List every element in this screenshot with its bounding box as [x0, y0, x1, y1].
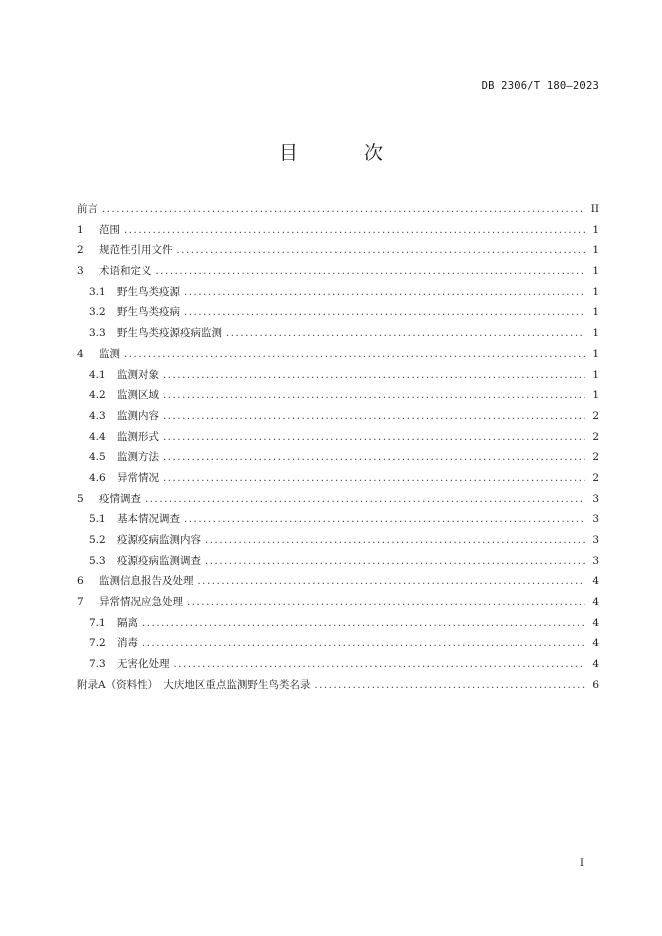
toc-entry-title: 监测区域: [117, 389, 159, 402]
toc-entry-page: 4: [592, 575, 599, 588]
toc-entry-title: 监测方法: [117, 451, 159, 464]
toc-entry-page: 2: [592, 409, 599, 422]
toc-entry-number: 4.5: [89, 451, 106, 464]
toc-leader-dots: [198, 573, 586, 591]
toc-entry-number: 3.2: [89, 306, 106, 319]
toc-entry[interactable]: [77, 615, 599, 633]
toc-entry-page: 2: [592, 430, 599, 443]
toc-entry[interactable]: [77, 594, 599, 612]
toc-entry-number: 7.2: [89, 637, 106, 650]
toc-entry[interactable]: [77, 284, 599, 302]
toc-entry-page: 4: [592, 658, 599, 671]
toc-entry-number: 5.1: [89, 513, 106, 526]
toc-leader-dots: [226, 325, 585, 343]
toc-leader-dots: [205, 553, 585, 571]
toc-entry-number: 1: [77, 223, 84, 236]
toc-leader-dots: [314, 677, 585, 695]
toc-entry[interactable]: [77, 532, 599, 550]
toc-entry[interactable]: [77, 429, 599, 447]
toc-entry[interactable]: [77, 449, 599, 467]
toc-entry[interactable]: [77, 553, 599, 571]
toc-entry[interactable]: [77, 367, 599, 385]
toc-leader-dots: [142, 635, 585, 653]
toc-entry-number: 3.3: [89, 327, 106, 340]
toc-entry-page: 1: [592, 265, 599, 278]
toc-entry-page: 1: [592, 223, 599, 236]
toc-entry[interactable]: [77, 263, 599, 281]
toc-entry[interactable]: [77, 201, 599, 219]
toc-entry-number: 7: [77, 596, 84, 609]
toc-entry-title: 野生鸟类疫源: [117, 285, 180, 298]
toc-entry-number: 7.1: [89, 616, 106, 629]
toc-entry-page: II: [590, 203, 599, 215]
toc-entry[interactable]: [77, 573, 599, 591]
toc-leader-dots: [184, 284, 585, 302]
toc-entry-title: 前言: [77, 203, 98, 215]
toc-leader-dots: [163, 429, 585, 447]
document-id: DB 2306/T 180—2023: [481, 80, 599, 92]
table-of-contents: [77, 201, 599, 695]
toc-entry-number: 4.4: [89, 430, 106, 443]
page-title: [0, 138, 662, 165]
toc-entry-title: 监测内容: [117, 409, 159, 422]
toc-entry-page: 2: [592, 451, 599, 464]
toc-entry[interactable]: [77, 470, 599, 488]
toc-entry-number: 2: [77, 244, 84, 257]
toc-entry-title: 无害化处理: [117, 658, 170, 671]
toc-leader-dots: [124, 222, 585, 240]
toc-entry-number: 6: [77, 575, 84, 588]
toc-leader-dots: [145, 491, 585, 509]
toc-entry-title: 消毒: [117, 637, 138, 650]
toc-entry-title: 野生鸟类疫病: [117, 306, 180, 319]
toc-entry-title: 规范性引用文件: [99, 244, 173, 257]
toc-entry-number: 4.3: [89, 409, 106, 422]
toc-leader-dots: [184, 511, 585, 529]
toc-entry-number: 4.6: [89, 471, 106, 484]
page-title-text: 目 次: [278, 142, 414, 164]
toc-entry-title: 监测信息报告及处理: [99, 575, 194, 588]
toc-leader-dots: [156, 263, 586, 281]
toc-leader-dots: [124, 346, 585, 364]
toc-entry-number: 5.3: [89, 554, 106, 567]
toc-leader-dots: [205, 532, 585, 550]
toc-leader-dots: [163, 408, 585, 426]
toc-entry-title: 隔离: [117, 616, 138, 629]
toc-entry[interactable]: [77, 222, 599, 240]
page-number: I: [580, 858, 584, 869]
toc-leader-dots: [184, 304, 585, 322]
toc-entry-number: 5: [77, 492, 84, 505]
toc-entry-page: 3: [592, 534, 599, 546]
toc-entry-page: 1: [592, 368, 599, 381]
toc-entry-page: 1: [592, 347, 599, 360]
toc-entry-page: 2: [592, 471, 599, 484]
toc-entry-title: 范围: [99, 223, 120, 236]
toc-leader-dots: [163, 470, 585, 488]
toc-entry[interactable]: [77, 304, 599, 322]
toc-entry-title: 疫源疫病监测调查: [117, 554, 201, 567]
toc-entry-number: 4: [77, 347, 84, 360]
toc-entry-number: 7.3: [89, 658, 106, 671]
toc-entry-number: 4.1: [89, 368, 106, 381]
toc-entry[interactable]: [77, 408, 599, 426]
toc-leader-dots: [187, 594, 585, 612]
toc-entry-title: 野生鸟类疫源疫病监测: [117, 327, 222, 340]
toc-leader-dots: [102, 201, 585, 219]
toc-entry[interactable]: [77, 242, 599, 260]
toc-entry-number: 3: [77, 265, 84, 278]
toc-entry-page: 3: [592, 554, 599, 567]
toc-entry-number: 4.2: [89, 389, 106, 402]
toc-entry-title: 监测对象: [117, 368, 159, 381]
toc-entry-title: 监测: [99, 347, 120, 360]
toc-entry-title: 监测形式: [117, 430, 159, 443]
toc-entry[interactable]: [77, 325, 599, 343]
toc-entry-page: 3: [592, 513, 599, 526]
toc-entry-page: 6: [592, 678, 599, 691]
toc-leader-dots: [174, 656, 586, 674]
toc-entry-page: 1: [592, 306, 599, 319]
toc-leader-dots: [163, 367, 585, 385]
toc-entry-page: 1: [592, 327, 599, 340]
toc-entry-page: 4: [592, 637, 599, 650]
toc-entry[interactable]: [77, 511, 599, 529]
toc-entry-page: 3: [592, 492, 599, 505]
toc-entry[interactable]: [77, 387, 599, 405]
toc-entry-title: 附录A（资料性） 大庆地区重点监测野生鸟类名录: [77, 678, 311, 691]
toc-entry[interactable]: [77, 346, 599, 364]
toc-entry[interactable]: [77, 491, 599, 509]
toc-leader-dots: [163, 387, 585, 405]
toc-entry-number: 3.1: [89, 285, 106, 298]
toc-entry-page: 1: [592, 244, 599, 257]
toc-entry-page: 4: [592, 596, 599, 609]
toc-entry-title: 术语和定义: [99, 265, 152, 278]
toc-leader-dots: [177, 242, 586, 260]
toc-entry-page: 4: [592, 616, 599, 629]
toc-entry-title: 疫源疫病监测内容: [117, 534, 201, 546]
toc-entry-title: 异常情况: [117, 471, 159, 484]
toc-entry-title: 疫情调查: [99, 492, 141, 505]
toc-entry-page: 1: [592, 285, 599, 298]
toc-leader-dots: [163, 449, 585, 467]
toc-entry-title: 异常情况应急处理: [99, 596, 183, 609]
toc-entry-title: 基本情况调查: [117, 513, 180, 526]
toc-entry[interactable]: [77, 677, 599, 695]
toc-entry-page: 1: [592, 389, 599, 402]
toc-leader-dots: [142, 615, 585, 633]
toc-entry[interactable]: [77, 656, 599, 674]
toc-entry-number: 5.2: [89, 534, 106, 546]
toc-entry[interactable]: [77, 635, 599, 653]
